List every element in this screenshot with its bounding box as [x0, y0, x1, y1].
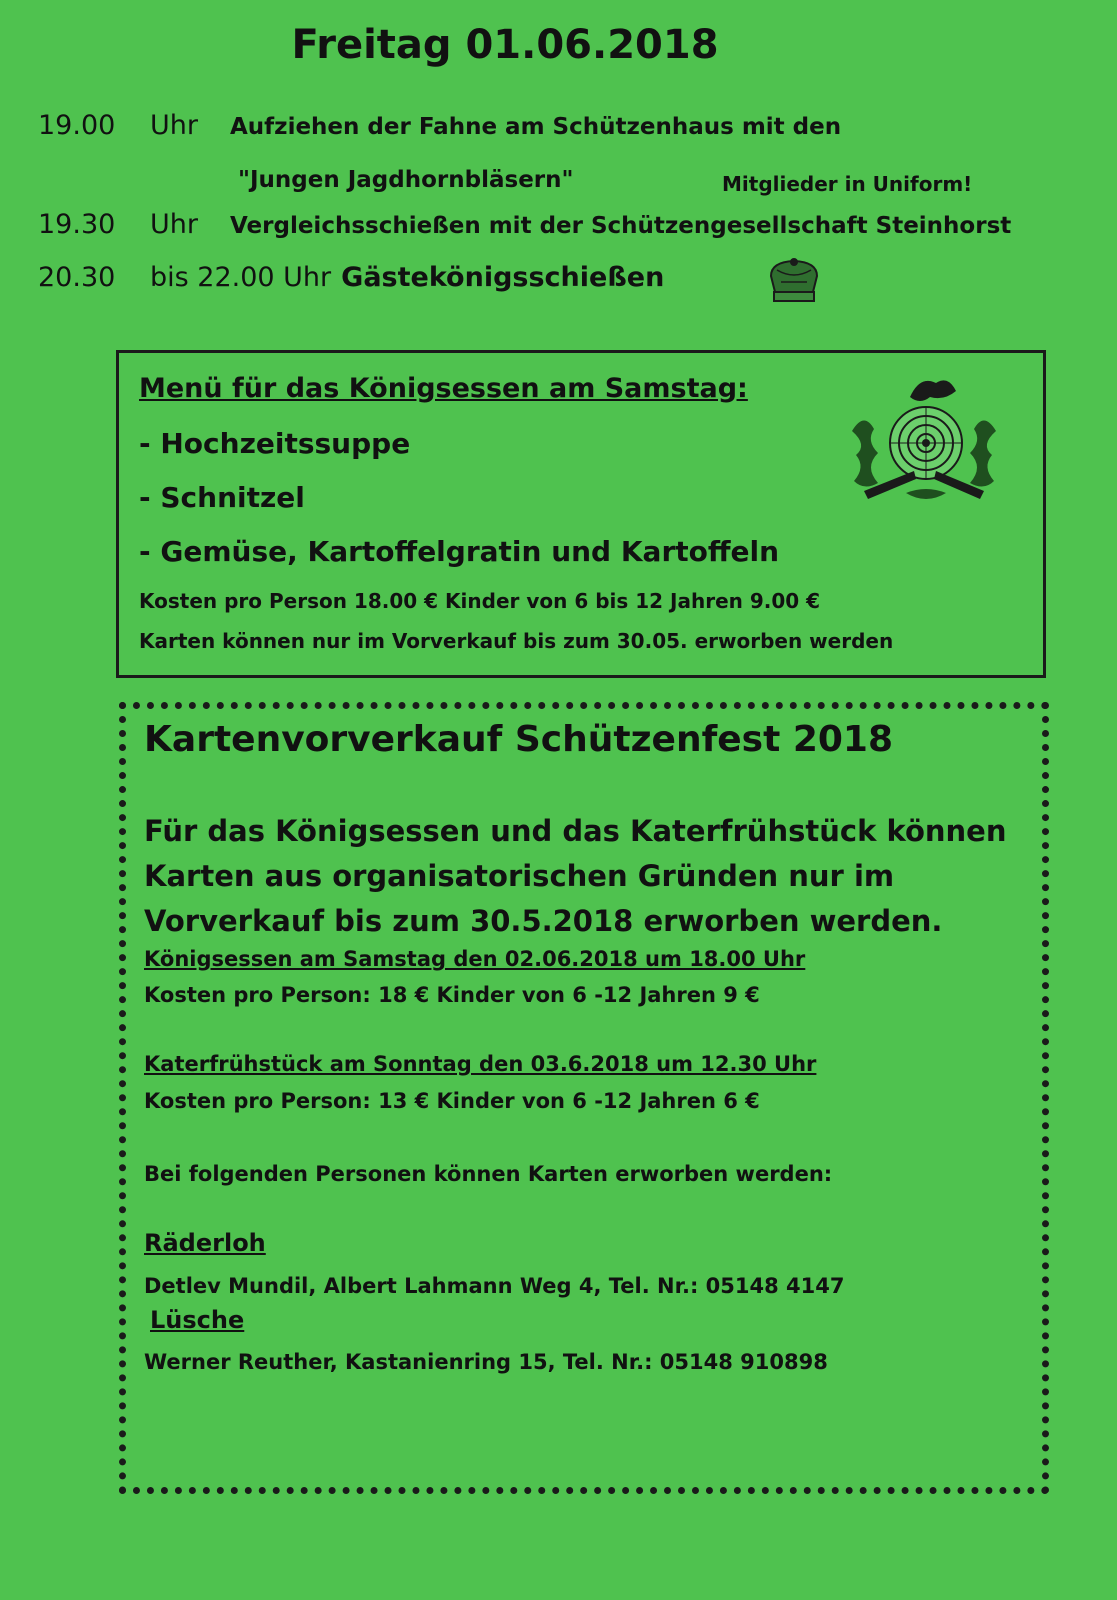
schedule-row-1 [38, 110, 841, 141]
schedule-time: 19.00 [38, 110, 116, 141]
presale-intro-line: Für das Königsessen und das Katerfrühstück können [144, 814, 1007, 848]
presale-intro-line: Vorverkauf bis zum 30.5.2018 erworben werden. [144, 904, 943, 938]
menu-cost: Kosten pro Person 18.00 € Kinder von 6 bis 12 Jahren 9.00 € [139, 589, 821, 613]
seller-place-luesche: Lüsche [150, 1306, 245, 1334]
schedule-aside: Mitglieder in Uniform! [722, 172, 973, 196]
koenigsessen-cost: Kosten pro Person: 18 € Kinder von 6 -12 Jahren 9 € [144, 983, 760, 1007]
koenigsessen-title: Königsessen am Samstag den 02.06.2018 um 18.00 Uhr [144, 947, 806, 971]
sellers-intro: Bei folgenden Personen können Karten erworben werden: [144, 1162, 833, 1186]
menu-item: - Hochzeitssuppe [139, 427, 411, 460]
presale-heading: Kartenvorverkauf Schützenfest 2018 [144, 719, 894, 760]
shooting-target-emblem-icon [844, 371, 1004, 511]
menu-presale-note: Karten können nur im Vorverkauf bis zum 30.05. erworben werden [139, 629, 894, 653]
schedule-text: Vergleichsschießen mit der Schützengesellschaft Steinhorst [230, 213, 1012, 239]
schedule-text: Gästekönigsschießen [341, 262, 665, 293]
presale-intro-line: Karten aus organisatorischen Gründen nur im [144, 859, 895, 893]
schedule-unit: Uhr [150, 110, 198, 141]
seller-contact-1: Detlev Mundil, Albert Lahmann Weg 4, Tel. Nr.: 05148 4147 [144, 1274, 845, 1298]
schedule-time: 19.30 [38, 209, 116, 240]
menu-item: - Gemüse, Kartoffelgratin und Kartoffeln [139, 535, 780, 568]
katerfruehstueck-title: Katerfrühstück am Sonntag den 03.6.2018 um 12.30 Uhr [144, 1052, 817, 1076]
menu-box [116, 350, 1046, 678]
schedule-unit: bis 22.00 Uhr [150, 262, 332, 293]
menu-heading: Menü für das Königsessen am Samstag: [139, 373, 748, 404]
schedule-unit: Uhr [150, 209, 198, 240]
menu-item: - Schnitzel [139, 481, 305, 514]
schedule-row-2 [238, 163, 574, 194]
schedule-text: "Jungen Jagdhornbläsern" [238, 167, 574, 193]
page-title: Freitag 01.06.2018 [291, 22, 719, 68]
presale-box [119, 702, 1049, 1494]
seller-place-raederloh: Räderloh [144, 1229, 266, 1257]
crown-icon [765, 258, 823, 304]
schedule-row-3 [38, 209, 1011, 240]
katerfruehstueck-cost: Kosten pro Person: 13 € Kinder von 6 -12 Jahren 6 € [144, 1089, 760, 1113]
schedule-time: 20.30 [38, 262, 116, 293]
schedule-row-4 [38, 262, 664, 293]
seller-contact-2: Werner Reuther, Kastanienring 15, Tel. Nr.: 05148 910898 [144, 1350, 828, 1374]
schedule-text: Aufziehen der Fahne am Schützenhaus mit den [230, 114, 842, 140]
